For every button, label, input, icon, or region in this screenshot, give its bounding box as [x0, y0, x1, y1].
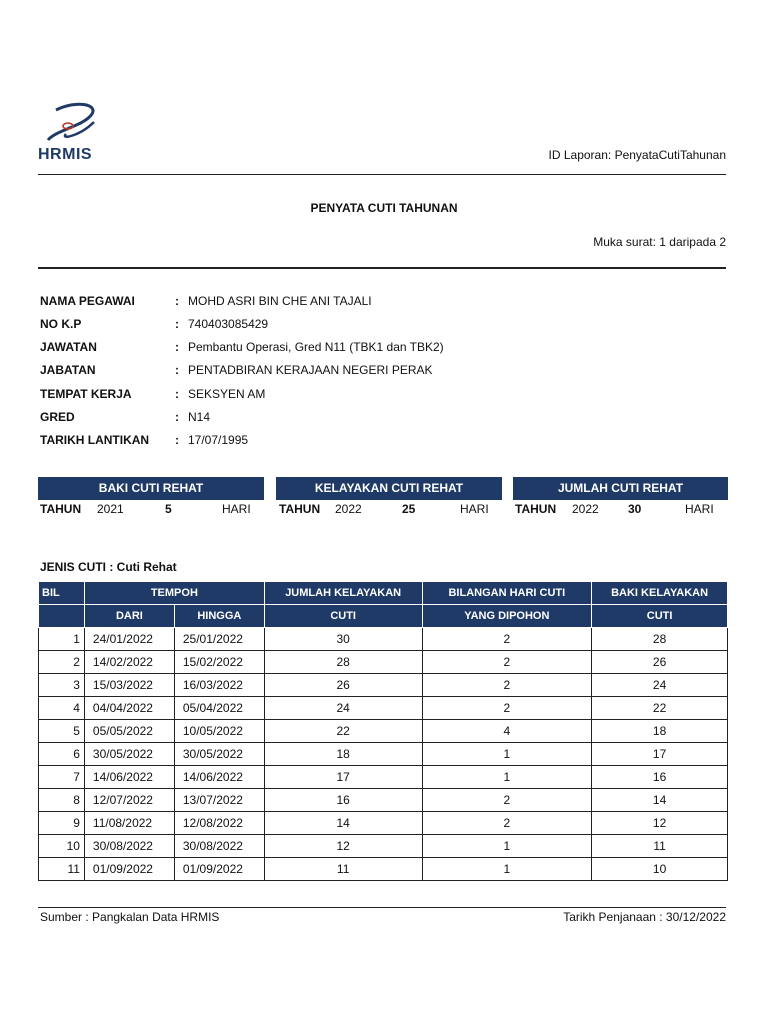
- cell-bil: 1: [39, 628, 85, 651]
- table-row: [39, 720, 728, 743]
- info-colon: :: [175, 317, 179, 331]
- cell-jumlah: 17: [264, 766, 422, 789]
- cell-dari: 30/05/2022: [84, 743, 174, 766]
- summary-jumlah-row: [515, 502, 728, 520]
- info-value: PENTADBIRAN KERAJAAN NEGERI PERAK: [188, 363, 433, 377]
- summary-baki-row: [40, 502, 266, 520]
- table-row: [39, 835, 728, 858]
- table-subheader-row: [39, 605, 728, 628]
- cell-jumlah: 24: [264, 697, 422, 720]
- info-colon: :: [175, 387, 179, 401]
- cell-jumlah: 22: [264, 720, 422, 743]
- summary-baki-header: BAKI CUTI REHAT: [38, 477, 264, 500]
- table-row: [39, 789, 728, 812]
- cell-bilangan: 2: [422, 812, 592, 835]
- footer-print-date: Tarikh Penjanaan : 30/12/2022: [563, 910, 726, 924]
- cell-bil: 10: [39, 835, 85, 858]
- info-colon: :: [175, 410, 179, 424]
- cell-bilangan: 4: [422, 720, 592, 743]
- days-value: 30: [628, 502, 642, 516]
- col-dipohon: YANG DIPOHON: [422, 605, 592, 628]
- col-cuti-baki: CUTI: [592, 605, 728, 628]
- cell-bil: 11: [39, 858, 85, 881]
- col-bil: BIL: [39, 582, 85, 605]
- cell-dari: 01/09/2022: [84, 858, 174, 881]
- col-dari: DARI: [84, 605, 174, 628]
- table-row: [39, 858, 728, 881]
- info-value: N14: [188, 410, 211, 424]
- cell-bilangan: 2: [422, 628, 592, 651]
- cell-baki: 10: [592, 858, 728, 881]
- leave-type: JENIS CUTI : Cuti Rehat: [40, 560, 177, 574]
- cell-baki: 16: [592, 766, 728, 789]
- cell-bilangan: 1: [422, 835, 592, 858]
- col-bilangan: BILANGAN HARI CUTI: [422, 582, 592, 605]
- cell-jumlah: 28: [264, 651, 422, 674]
- year-value: 2022: [335, 502, 362, 516]
- days-unit: HARI: [685, 502, 714, 516]
- cell-bil: 8: [39, 789, 85, 812]
- cell-hingga: 14/06/2022: [174, 766, 264, 789]
- cell-jumlah: 14: [264, 812, 422, 835]
- cell-hingga: 10/05/2022: [174, 720, 264, 743]
- col-jumlah: JUMLAH KELAYAKAN: [264, 582, 422, 605]
- cell-bilangan: 2: [422, 697, 592, 720]
- info-label: TEMPAT KERJA: [40, 387, 132, 401]
- year-label: TAHUN: [279, 502, 321, 516]
- table-row: [39, 812, 728, 835]
- cell-jumlah: 30: [264, 628, 422, 651]
- info-label: TARIKH LANTIKAN: [40, 433, 150, 447]
- leave-table: [38, 581, 728, 881]
- cell-hingga: 01/09/2022: [174, 858, 264, 881]
- cell-jumlah: 12: [264, 835, 422, 858]
- cell-bil: 2: [39, 651, 85, 674]
- cell-bilangan: 1: [422, 766, 592, 789]
- cell-hingga: 30/05/2022: [174, 743, 264, 766]
- info-label: JABATAN: [40, 363, 96, 377]
- cell-hingga: 25/01/2022: [174, 628, 264, 651]
- col-tempoh: TEMPOH: [84, 582, 264, 605]
- cell-hingga: 15/02/2022: [174, 651, 264, 674]
- cell-bilangan: 1: [422, 858, 592, 881]
- table-row: [39, 628, 728, 651]
- info-value: Pembantu Operasi, Gred N11 (TBK1 dan TBK2): [188, 340, 444, 354]
- cell-baki: 12: [592, 812, 728, 835]
- cell-bil: 4: [39, 697, 85, 720]
- title-divider: [38, 267, 726, 269]
- cell-bilangan: 1: [422, 743, 592, 766]
- cell-baki: 22: [592, 697, 728, 720]
- cell-baki: 14: [592, 789, 728, 812]
- days-unit: HARI: [222, 502, 251, 516]
- col-baki: BAKI KELAYAKAN: [592, 582, 728, 605]
- col-cuti: CUTI: [264, 605, 422, 628]
- cell-baki: 17: [592, 743, 728, 766]
- cell-jumlah: 16: [264, 789, 422, 812]
- year-value: 2021: [97, 502, 124, 516]
- info-value: 17/07/1995: [188, 433, 249, 447]
- year-label: TAHUN: [515, 502, 557, 516]
- page-number: Muka surat: 1 daripada 2: [593, 235, 726, 249]
- info-value: 740403085429: [188, 317, 269, 331]
- report-id: ID Laporan: PenyataCutiTahunan: [548, 148, 726, 162]
- cell-dari: 12/07/2022: [84, 789, 174, 812]
- table-row: [39, 674, 728, 697]
- cell-hingga: 30/08/2022: [174, 835, 264, 858]
- cell-baki: 24: [592, 674, 728, 697]
- cell-hingga: 16/03/2022: [174, 674, 264, 697]
- summary-kelayakan-header: KELAYAKAN CUTI REHAT: [276, 477, 502, 500]
- page-title: PENYATA CUTI TAHUNAN: [310, 201, 458, 215]
- cell-dari: 04/04/2022: [84, 697, 174, 720]
- cell-dari: 11/08/2022: [84, 812, 174, 835]
- cell-jumlah: 18: [264, 743, 422, 766]
- cell-bil: 3: [39, 674, 85, 697]
- cell-bilangan: 2: [422, 674, 592, 697]
- info-colon: :: [175, 433, 179, 447]
- cell-jumlah: 11: [264, 858, 422, 881]
- table-row: [39, 743, 728, 766]
- info-label: NO K.P: [40, 317, 82, 331]
- days-value: 5: [165, 502, 172, 516]
- table-row: [39, 766, 728, 789]
- cell-bilangan: 2: [422, 651, 592, 674]
- summary-kelayakan-row: [279, 502, 505, 520]
- table-row: [39, 697, 728, 720]
- cell-bilangan: 2: [422, 789, 592, 812]
- logo-text: HRMIS: [38, 146, 93, 163]
- cell-bil: 5: [39, 720, 85, 743]
- footer-divider: [38, 907, 726, 908]
- cell-baki: 26: [592, 651, 728, 674]
- days-value: 25: [402, 502, 416, 516]
- info-colon: :: [175, 340, 179, 354]
- footer-source: Sumber : Pangkalan Data HRMIS: [40, 910, 220, 924]
- cell-dari: 24/01/2022: [84, 628, 174, 651]
- cell-dari: 14/06/2022: [84, 766, 174, 789]
- cell-bil: 6: [39, 743, 85, 766]
- days-unit: HARI: [460, 502, 489, 516]
- cell-dari: 30/08/2022: [84, 835, 174, 858]
- cell-baki: 18: [592, 720, 728, 743]
- cell-jumlah: 26: [264, 674, 422, 697]
- info-label: JAWATAN: [40, 340, 97, 354]
- cell-baki: 28: [592, 628, 728, 651]
- info-label: GRED: [40, 410, 75, 424]
- header-divider: [38, 174, 726, 175]
- cell-baki: 11: [592, 835, 728, 858]
- info-value: SEKSYEN AM: [188, 387, 266, 401]
- cell-dari: 05/05/2022: [84, 720, 174, 743]
- summary-jumlah-header: JUMLAH CUTI REHAT: [513, 477, 728, 500]
- table-header-row: [39, 582, 728, 605]
- info-label: NAMA PEGAWAI: [40, 294, 135, 308]
- cell-bil: 7: [39, 766, 85, 789]
- year-label: TAHUN: [40, 502, 82, 516]
- cell-hingga: 13/07/2022: [174, 789, 264, 812]
- col-hingga: HINGGA: [174, 605, 264, 628]
- cell-dari: 14/02/2022: [84, 651, 174, 674]
- cell-bil: 9: [39, 812, 85, 835]
- info-colon: :: [175, 363, 179, 377]
- cell-hingga: 12/08/2022: [174, 812, 264, 835]
- cell-hingga: 05/04/2022: [174, 697, 264, 720]
- col-bil-sub: [39, 605, 85, 628]
- info-colon: :: [175, 294, 179, 308]
- info-value: MOHD ASRI BIN CHE ANI TAJALI: [188, 294, 372, 308]
- cell-dari: 15/03/2022: [84, 674, 174, 697]
- year-value: 2022: [572, 502, 599, 516]
- table-row: [39, 651, 728, 674]
